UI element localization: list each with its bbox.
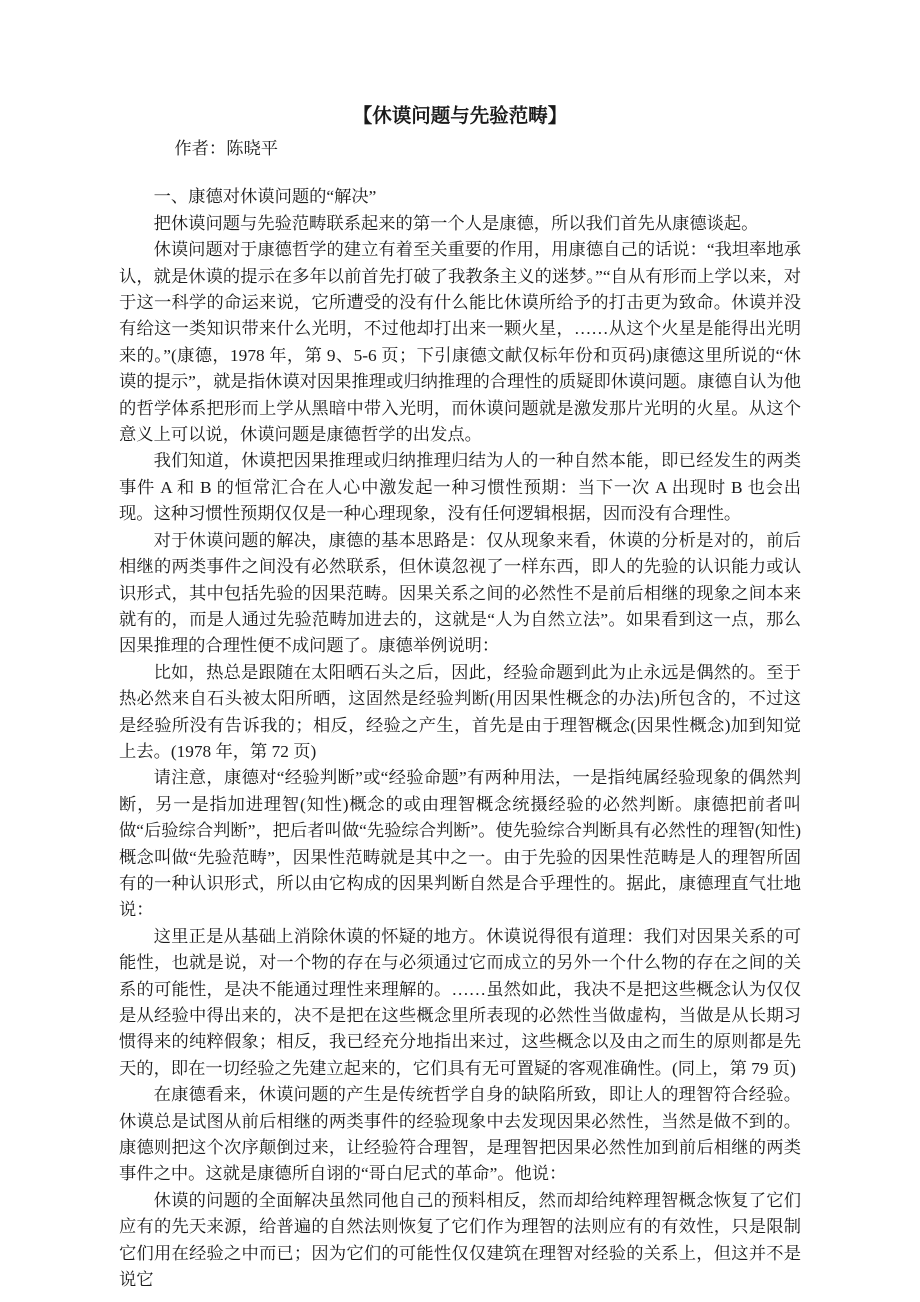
document-content bbox=[119, 103, 801, 1293]
section-heading: 一、康德对休谟问题的“解决” bbox=[153, 187, 377, 207]
paragraph-4: 对于休谟问题的解决，康德的基本思路是：仅从现象来看，休谟的分析是对的，前后相继的两类事件之间没有必然联系，但休谟忽视了一样东西，即人的先验的认识能力或认识形式，其中包括先验的因果范畴。因果关系之间的必然性不是前后相继的现象之间本来就有的，而是人通过先验范畴加进去的，这就是“人为自然立法”。如果看到这一点，那么因果推理的合理性便不成问题了。康德举例说明： bbox=[119, 530, 801, 656]
paragraph-2: 休谟问题对于康德哲学的建立有着至关重要的作用，用康德自己的话说：“我坦率地承认，就是休谟的提示在多年以前首先打破了我教条主义的迷梦。”“自从有形而上学以来，对于这一科学的命运来说，它所遭受的没有什么能比休谟所给予的打击更为致命。休谟并没有给这一类知识带来什么光明，不过他却打出来一颗火星，……从这个火星是能得出光明来的。”(康德，1978 年，第 9、5-6 页；下引康德文献仅标年份和页码)康德这里所说的“休谟的提示”，就是指休谟对因果推理或归纳推理的合理性的质疑即休谟问题。康德自认为他的哲学体系把形而上学从黑暗中带入光明，而休谟问题就是激发那片光明的火星。从这个意义上可以说，休谟问题是康德哲学的出发点。 bbox=[119, 240, 801, 445]
author-line: 作者：陈晓平 bbox=[174, 139, 279, 158]
paragraph-9-quote: 休谟的问题的全面解决虽然同他自己的预料相反，然而却给纯粹理智概念恢复了它们应有的先天来源，给普遍的自然法则恢复了它们作为理智的法则应有的有效性，只是限制它们用在经验之中而已；因为它们的可能性仅仅建筑在理智对经验的关系上，但这并不是说它 bbox=[119, 1190, 801, 1290]
document-title: 【休谟问题与先验范畴】 bbox=[352, 106, 568, 127]
paragraph-3: 我们知道，休谟把因果推理或归纳推理归结为人的一种自然本能，即已经发生的两类事件 A 和 B 的恒常汇合在人心中激发起一种习惯性预期：当下一次 A 出现时 B 也会出现。这种习惯性预期仅仅是一种心理现象，没有任何逻辑根据，因而没有合理性。 bbox=[119, 451, 801, 524]
paragraph-1: 把休谟问题与先验范畴联系起来的第一个人是康德，所以我们首先从康德谈起。 bbox=[153, 213, 759, 233]
paragraph-7-quote: 这里正是从基础上消除休谟的怀疑的地方。休谟说得很有道理：我们对因果关系的可能性，也就是说，对一个物的存在与必须通过它而成立的另外一个什么物的存在之间的关系的可能性，是决不能通过理性来理解的。……虽然如此，我决不是把这些概念认为仅仅是从经验中得出来的，决不是把在这些概念里所表现的必然性当做虚构，当做是从长期习惯得来的纯粹假象；相反，我已经充分地指出来过，这些概念以及由之而生的原则都是先天的，即在一切经验之先建立起来的，它们具有无可置疑的客观准确性。(同上，第 79 页) bbox=[119, 926, 801, 1078]
paragraph-8: 在康德看来，休谟问题的产生是传统哲学自身的缺陷所致，即让人的理智符合经验。休谟总是试图从前后相继的两类事件的经验现象中去发现因果必然性，当然是做不到的。康德则把这个次序颠倒过来，让经验符合理智，是理智把因果必然性加到前后相继的两类事件之中。这就是康德所自诩的“哥白尼式的革命”。他说： bbox=[119, 1085, 801, 1184]
paragraph-6: 请注意，康德对“经验判断”或“经验命题”有两种用法，一是指纯属经验现象的偶然判断，另一是指加进理智(知性)概念的或由理智概念统摄经验的必然判断。康德把前者叫做“后验综合判断”，把后者叫做“先验综合判断”。使先验综合判断具有必然性的理智(知性)概念叫做“先验范畴”，因果性范畴就是其中之一。由于先验的因果性范畴是人的理智所固有的一种认识形式，所以由它构成的因果判断自然是合乎理性的。据此，康德理直气壮地说： bbox=[119, 768, 801, 920]
paragraph-5-quote: 比如，热总是跟随在太阳晒石头之后，因此，经验命题到此为止永远是偶然的。至于热必然来自石头被太阳所晒，这固然是经验判断(用因果性概念的办法)所包含的，不过这是经验所没有告诉我的；相反，经验之产生，首先是由于理智概念(因果性概念)加到知觉上去。(1978 年，第 72 页) bbox=[119, 662, 801, 761]
